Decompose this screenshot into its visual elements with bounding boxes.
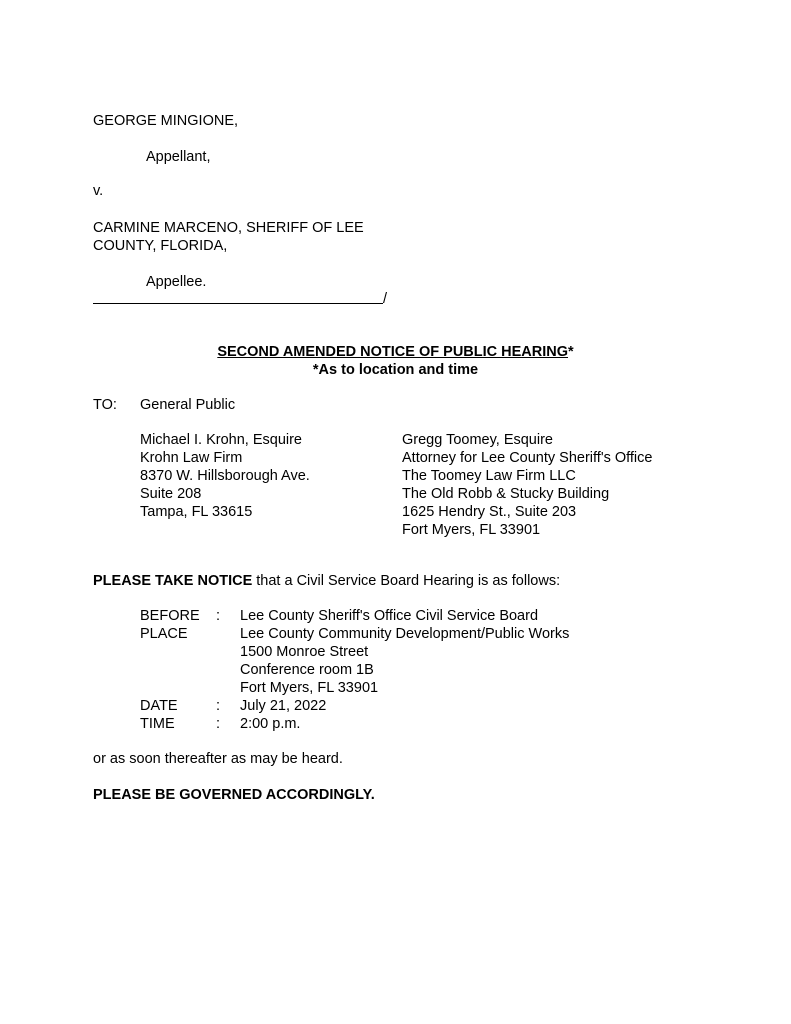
counsel-right-line: The Toomey Law Firm LLC — [402, 468, 576, 484]
schedule-place-label: PLACE — [140, 626, 188, 642]
schedule-before-sep: : — [216, 608, 221, 624]
take-notice-paragraph — [93, 572, 560, 590]
to-label: TO: — [93, 397, 117, 413]
schedule-before-value: Lee County Sheriff's Office Civil Service Board — [240, 608, 539, 624]
notice-title-text: SECOND AMENDED NOTICE OF PUBLIC HEARING — [217, 344, 569, 360]
notice-subtitle: *As to location and time — [312, 362, 479, 378]
schedule-place-line: Lee County Community Development/Public Works — [240, 626, 570, 642]
schedule-place-line: 1500 Monroe Street — [240, 644, 369, 660]
appellee-name-line1: CARMINE MARCENO, SHERIFF OF LEE — [93, 220, 364, 236]
versus-text: v. — [93, 183, 104, 199]
counsel-left-line: 8370 W. Hillsborough Ave. — [140, 468, 310, 484]
counsel-right-line: Attorney for Lee County Sheriff's Office — [402, 450, 653, 466]
counsel-left-line: Suite 208 — [140, 486, 202, 502]
counsel-right-line: 1625 Hendry St., Suite 203 — [402, 504, 577, 520]
counsel-left-block — [140, 431, 310, 521]
counsel-right-line: Gregg Toomey, Esquire — [402, 432, 553, 448]
schedule-date-sep: : — [216, 698, 221, 714]
governed-text: PLEASE BE GOVERNED ACCORDINGLY. — [93, 787, 375, 803]
take-notice-rest: that a Civil Service Board Hearing is as follows: — [252, 573, 561, 589]
schedule-date-value: July 21, 2022 — [240, 698, 327, 714]
counsel-right-line: Fort Myers, FL 33901 — [402, 522, 541, 538]
appellee-role: Appellee. — [146, 274, 207, 290]
counsel-left-line: Tampa, FL 33615 — [140, 504, 253, 520]
schedule-date-label: DATE — [140, 698, 178, 714]
appellant-name: GEORGE MINGIONE, — [93, 113, 239, 129]
counsel-left-line: Krohn Law Firm — [140, 450, 243, 466]
schedule-time-value: 2:00 p.m. — [240, 716, 301, 732]
counsel-left-line: Michael I. Krohn, Esquire — [140, 432, 302, 448]
appellee-name-line2: COUNTY, FLORIDA, — [93, 238, 228, 254]
to-recipient: General Public — [140, 397, 236, 413]
schedule-time-label: TIME — [140, 716, 175, 732]
appellant-role: Appellant, — [146, 149, 211, 165]
notice-title-mark: * — [568, 344, 574, 360]
heard-text: or as soon thereafter as may be heard. — [93, 751, 343, 767]
notice-title — [0, 343, 791, 361]
take-notice-lead: PLEASE TAKE NOTICE — [93, 573, 253, 589]
schedule-before-label: BEFORE — [140, 608, 200, 624]
counsel-right-block — [402, 431, 652, 539]
schedule-time-sep: : — [216, 716, 221, 732]
schedule-place-line: Conference room 1B — [240, 662, 374, 678]
schedule-place-line: Fort Myers, FL 33901 — [240, 680, 379, 696]
caption-rule — [93, 303, 383, 304]
caption-rule-slash: / — [383, 291, 388, 307]
counsel-right-line: The Old Robb & Stucky Building — [402, 486, 610, 502]
